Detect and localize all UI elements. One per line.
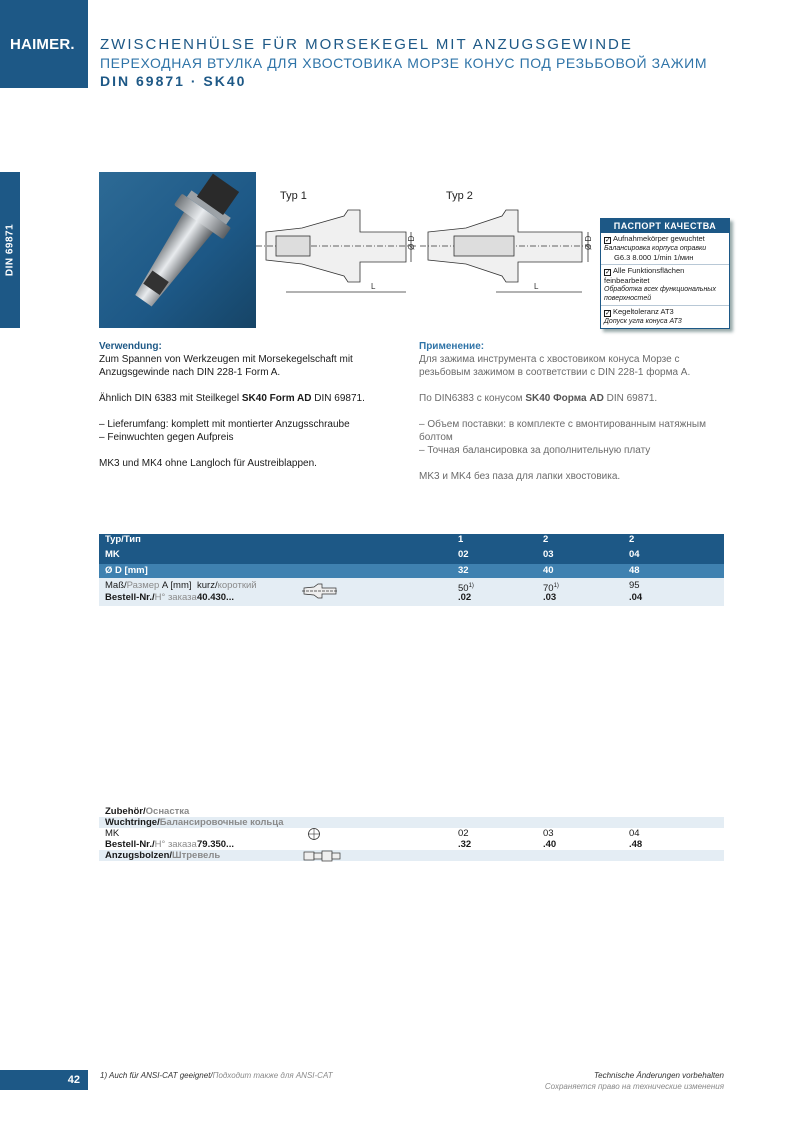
page-title-ru: ПЕРЕХОДНАЯ ВТУЛКА ДЛЯ ХВОСТОВИКА МОРЗЕ КОНУС ПОД РЕЗЬБОВОЙ ЗАЖИМ [100, 55, 708, 71]
quality-passport [600, 218, 730, 329]
footnote: 1) Auch für ANSI-CAT geeignet/Подходит также для ANSI-CAT [100, 1071, 333, 1080]
brand-logo: HAIMER. [10, 36, 75, 53]
typ2-label: Typ 2 [446, 190, 473, 202]
page-title-de: ZWISCHENHÜLSE FÜR MORSEKEGEL MIT ANZUGSGEWINDE [100, 36, 633, 53]
passport-item: ✓ Alle Funktionsflächen feinbearbeitet Обработка всех функциональных поверхностей [601, 265, 729, 306]
acc-row-bolt: Anzugsbolzen/Штревель [99, 850, 724, 861]
logo-block [0, 0, 88, 88]
acc-row-mk: MK 02 03 04 [105, 828, 640, 839]
usage-de-p1: Zum Spannen von Werkzeugen mit Morsekegelschaft mit Anzugsgewinde nach DIN 228-1 Form A. [99, 354, 353, 378]
table-row-size: Maß/Размер A [mm] kurz/короткий 50$^{1)}$ 70$^{1)}$ 95 [105, 580, 640, 595]
technical-drawing [256, 172, 800, 328]
page-title-din: DIN 69871 · SK40 [100, 73, 247, 89]
typ1-label: Typ 1 [280, 190, 307, 202]
typ1-dim-l: L [371, 282, 376, 291]
usage-ru-l2: – Точная балансировка за дополнительную плату [419, 445, 651, 456]
acc-row-wuchtringe: Wuchtringe/Балансировочные кольца [99, 817, 724, 828]
table-row-order: Bestell-Nr./Н° заказа 40.430... .02 .03 .04 [105, 592, 643, 603]
side-tab-label: DIN 69871 [4, 223, 16, 277]
passport-title: ПАСПОРТ КАЧЕСТВА [601, 219, 729, 233]
accessories-table [99, 806, 724, 861]
typ2-dim-d: Ø D [584, 235, 593, 250]
spec-table [99, 534, 724, 606]
pull-stud-icon [302, 848, 342, 864]
usage-ru-heading: Применение: [419, 341, 485, 352]
title-block [100, 36, 790, 90]
passport-item: ✓ Aufnahmekörper gewuchtet Балансировка корпуса оправки G6.3 8.000 1/min 1/мин [601, 233, 729, 265]
typ1-dim-d: Ø D [407, 235, 416, 250]
acc-row-order: Bestell-Nr./Н° заказа 79.350... .32 .40 .48 [105, 839, 643, 850]
usage-de-heading: Verwendung: [99, 341, 162, 352]
usage-de-l1: – Lieferumfang: komplett mit montierter Anzugsschraube [99, 419, 350, 430]
usage-de [99, 340, 399, 470]
usage-de-p3: MK3 und MK4 ohne Langloch für Austreiblappen. [99, 458, 317, 469]
product-photo [99, 172, 256, 328]
table-row-diameter: Ø D [mm] 32 40 48 [99, 564, 724, 578]
table-row-mk: MK 02 03 04 [99, 546, 724, 564]
passport-item: ✓ Kegeltoleranz AT3 Допуск угла конуса AT3 [604, 307, 682, 325]
checkbox-icon: ✓ [605, 269, 611, 276]
typ2-dim-l: L [534, 282, 539, 291]
usage-de-p2: Ähnlich DIN 6383 mit Steilkegel SK40 Form AD DIN 69871. [99, 393, 365, 404]
page-number-box [0, 1070, 88, 1090]
table-row-size-order [99, 578, 724, 606]
page-number: 42 [67, 1074, 80, 1086]
side-tab [0, 172, 20, 328]
usage-ru-p1: Для зажима инструмента с хвостовиком конуса Морзе с резьбовым зажимом в соответствии с DIN 228-1 форма A. [419, 354, 691, 378]
acc-row-zubehor: Zubehör/Оснастка [105, 806, 190, 817]
usage-ru-p2: По DIN6383 с конусом SK40 Форма AD DIN 69871. [419, 393, 658, 404]
usage-ru-l1: – Объем поставки: в комплекте с вмонтированным натяжным болтом [419, 419, 706, 443]
checkbox-icon: ✓ [605, 310, 611, 317]
checkbox-icon: ✓ [605, 237, 611, 244]
footer-disclaimer: Technische Änderungen vorbehalten Сохраняется право на технические изменения [544, 1071, 724, 1091]
usage-de-l2: – Feinwuchten gegen Aufpreis [99, 432, 234, 443]
table-row-typ: Typ/Тип 1 2 2 [99, 534, 724, 546]
usage-ru [419, 340, 729, 483]
usage-ru-p3: MK3 и MK4 без паза для лапки хвостовика. [419, 471, 621, 482]
holder-thumbnail-icon [302, 582, 338, 600]
